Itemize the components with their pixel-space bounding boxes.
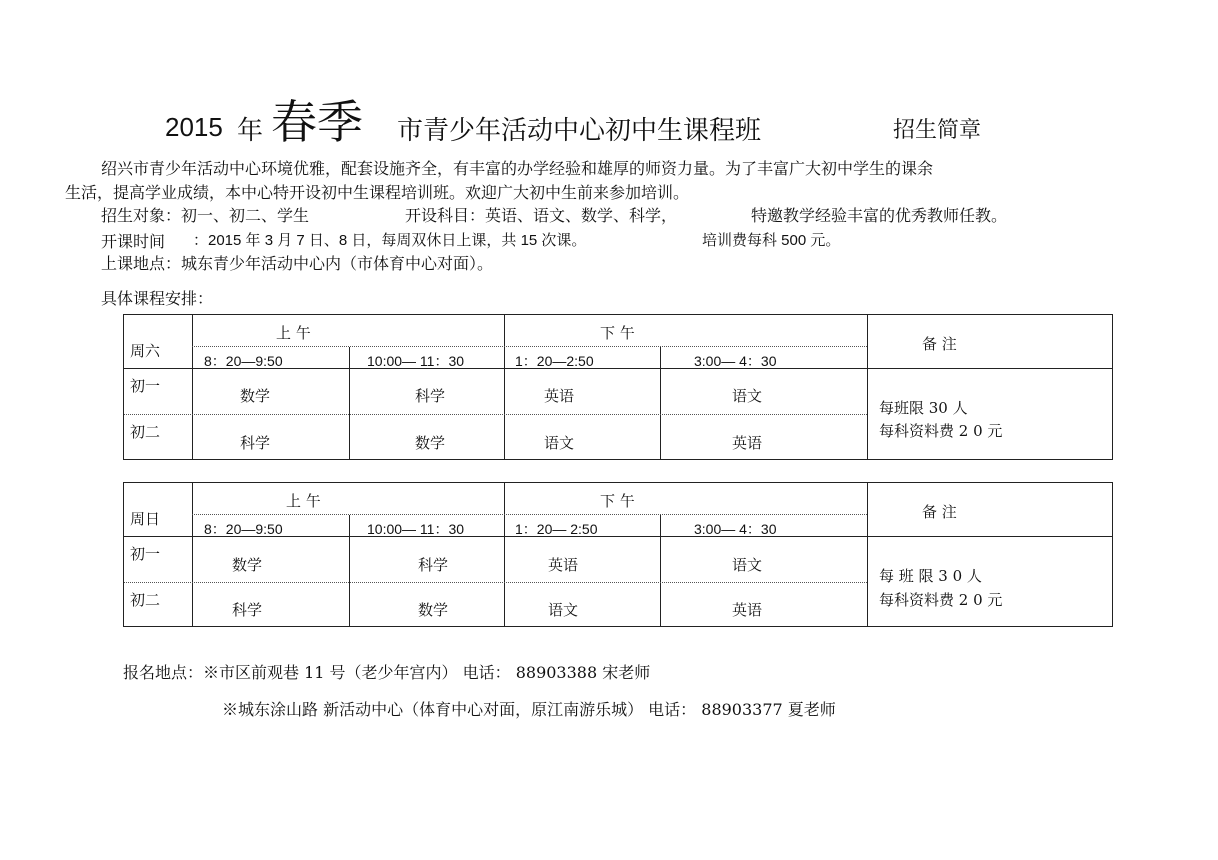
subject-cell: 语文 [548,601,579,619]
intro-line-1: 绍兴市青少年活动中心环境优雅，配套设施齐全，有丰富的办学经验和雄厚的师资力量。为了丰富广大初中学生的课余 [101,159,934,178]
time-slot: 10:00— 11：30 [367,521,465,537]
subject-cell: 科学 [232,601,263,619]
notes-header: 备 注 [922,335,957,353]
teachers-note: 特邀教学经验丰富的优秀教师任教。 [751,206,1008,225]
subject-cell: 数学 [240,387,271,405]
time-slot: 1：20— 2:50 [515,521,598,537]
morning-header: 上 午 [286,492,321,510]
title-suffix: 招生简章 [893,118,982,143]
schedule-table-saturday [123,314,1113,460]
subject-cell: 英语 [548,556,579,574]
class-size-note: 每 班 限 3 0 人 [879,567,982,585]
grade-label: 初一 [130,545,161,563]
registration-location-1: 报名地点：※市区前观巷 11 号（老少年宫内） 电话： 88903388 宋老师 [123,663,651,682]
fee-text: 培训费每科 500 元。 [702,232,841,249]
notes-header: 备 注 [922,503,957,521]
grade-label: 初一 [130,377,161,395]
start-time-text: ：2015 年 3 月 7 日、8 日，每周双休日上课，共 15 次课。 [193,232,587,249]
time-slot: 3:00— 4：30 [694,353,777,369]
schedule-table-sunday [123,482,1113,627]
day-label: 周日 [130,510,161,528]
enroll-target: 招生对象：初一、初二、学生 [101,206,310,225]
subject-cell: 数学 [232,556,263,574]
schedule-title: 具体课程安排： [101,289,214,308]
time-slot: 1：20—2:50 [515,353,594,369]
subject-cell: 数学 [418,601,449,619]
title-year: 2015 [165,112,223,142]
time-slot: 8：20—9:50 [204,353,283,369]
start-time-label: 开课时间 [101,232,166,251]
title-season: 春季 [271,95,363,149]
subject-cell: 科学 [415,387,446,405]
grade-label: 初二 [130,423,161,441]
title-main: 市青少年活动中心初中生课程班 [397,116,762,146]
intro-line-2: 生活，提高学业成绩，本中心特开设初中生课程培训班。欢迎广大初中生前来参加培训。 [65,183,690,202]
subject-cell: 科学 [418,556,449,574]
time-slot: 10:00— 11：30 [367,353,465,369]
subject-cell: 科学 [240,434,271,452]
subject-cell: 数学 [415,434,446,452]
registration-location-2: ※城东涂山路 新活动中心（体育中心对面，原江南游乐城） 电话： 88903377 夏老师 [222,700,836,719]
material-fee-note: 每科资料费 2 0 元 [879,422,1003,440]
subject-cell: 语文 [732,556,763,574]
title-nian: 年 [237,116,264,146]
day-label: 周六 [130,342,161,360]
material-fee-note: 每科资料费 2 0 元 [879,591,1003,609]
afternoon-header: 下 午 [600,492,635,510]
afternoon-header: 下 午 [600,324,635,342]
grade-label: 初二 [130,591,161,609]
morning-header: 上 午 [276,324,311,342]
subject-cell: 英语 [544,387,575,405]
subject-cell: 语文 [732,387,763,405]
time-slot: 3:00— 4：30 [694,521,777,537]
class-size-note: 每班限 30 人 [879,399,968,417]
subject-cell: 语文 [544,434,575,452]
subject-cell: 英语 [732,434,763,452]
subject-cell: 英语 [732,601,763,619]
subjects-offered: 开设科目：英语、语文、数学、科学， [405,206,678,225]
time-slot: 8：20—9:50 [204,521,283,537]
class-location: 上课地点：城东青少年活动中心内（市体育中心对面）。 [101,254,494,273]
